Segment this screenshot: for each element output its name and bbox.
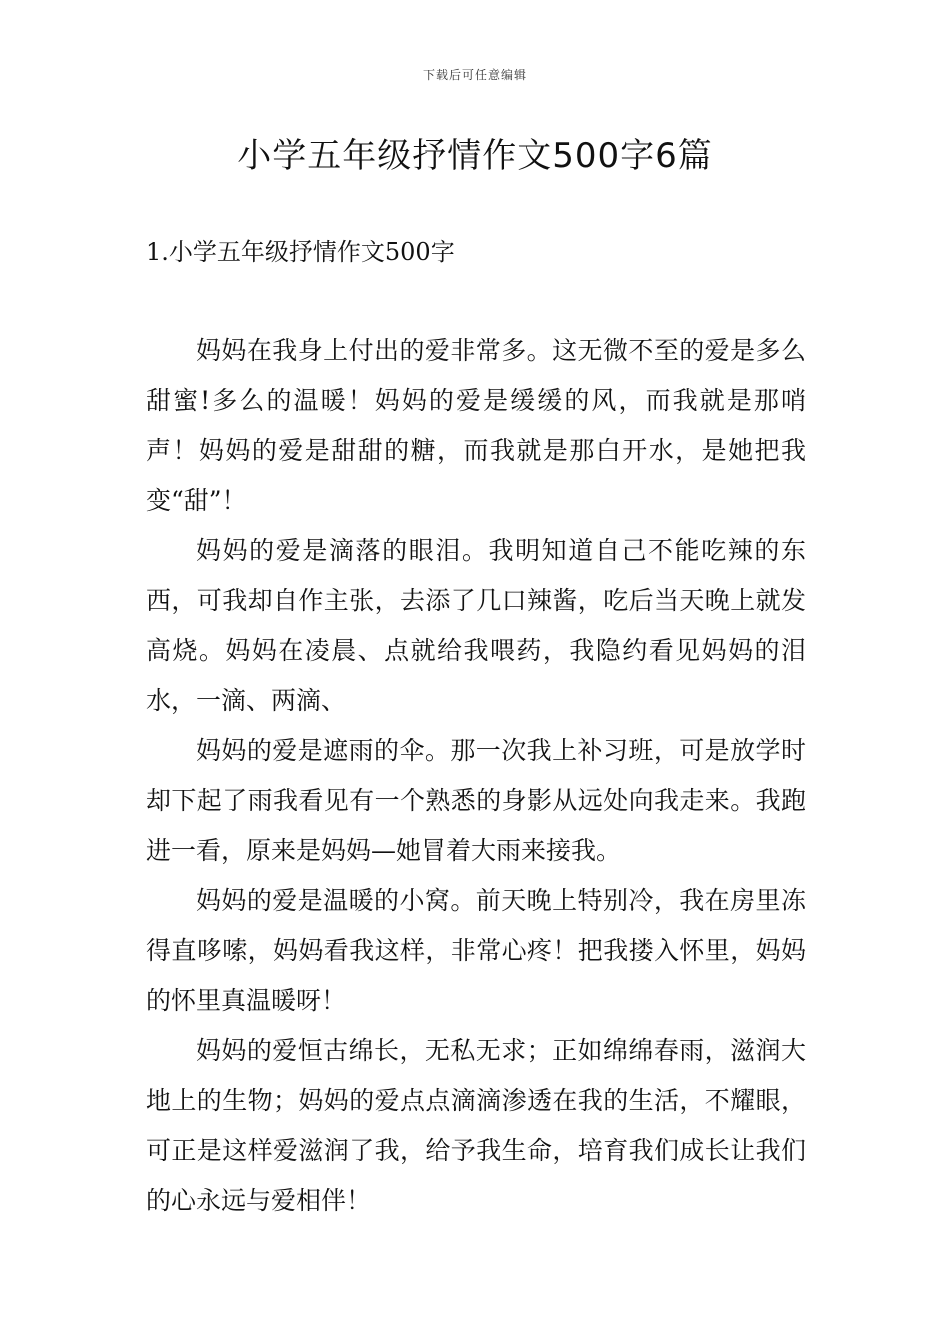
paragraph: 妈妈在我身上付出的爱非常多。这无微不至的爱是多么甜蜜!多么的温暖！妈妈的爱是缓缓的风，而我就是那哨声！妈妈的爱是甜甜的糖，而我就是那白开水，是她把我变“甜”！ [146,336,806,515]
paragraph: 妈妈的爱恒古绵长，无私无求；正如绵绵春雨，滋润大地上的生物；妈妈的爱点点滴滴渗透在我的生活，不耀眼，可正是这样爱滋润了我，给予我生命，培育我们成长让我们的心永远与爱相伴！ [146,1036,806,1215]
essay-body [146,326,806,1226]
paragraph: 妈妈的爱是温暖的小窝。前天晚上特别冷，我在房里冻得直哆嗦，妈妈看我这样，非常心疼！把我搂入怀里，妈妈的怀里真温暖呀！ [146,886,806,1015]
section-heading: 1.小学五年级抒情作文500字 [146,238,455,266]
header-note: 下载后可任意编辑 [422,68,527,82]
document-title: 小学五年级抒情作文500字6篇 [237,136,713,176]
paragraph: 妈妈的爱是滴落的眼泪。我明知道自己不能吃辣的东西，可我却自作主张，去添了几口辣酱，吃后当天晚上就发高烧。妈妈在凌晨、点就给我喂药，我隐约看见妈妈的泪水，一滴、两滴、 [146,536,806,715]
paragraph: 妈妈的爱是遮雨的伞。那一次我上补习班，可是放学时却下起了雨我看见有一个熟悉的身影从远处向我走来。我跑进一看，原来是妈妈—她冒着大雨来接我。 [146,736,806,865]
